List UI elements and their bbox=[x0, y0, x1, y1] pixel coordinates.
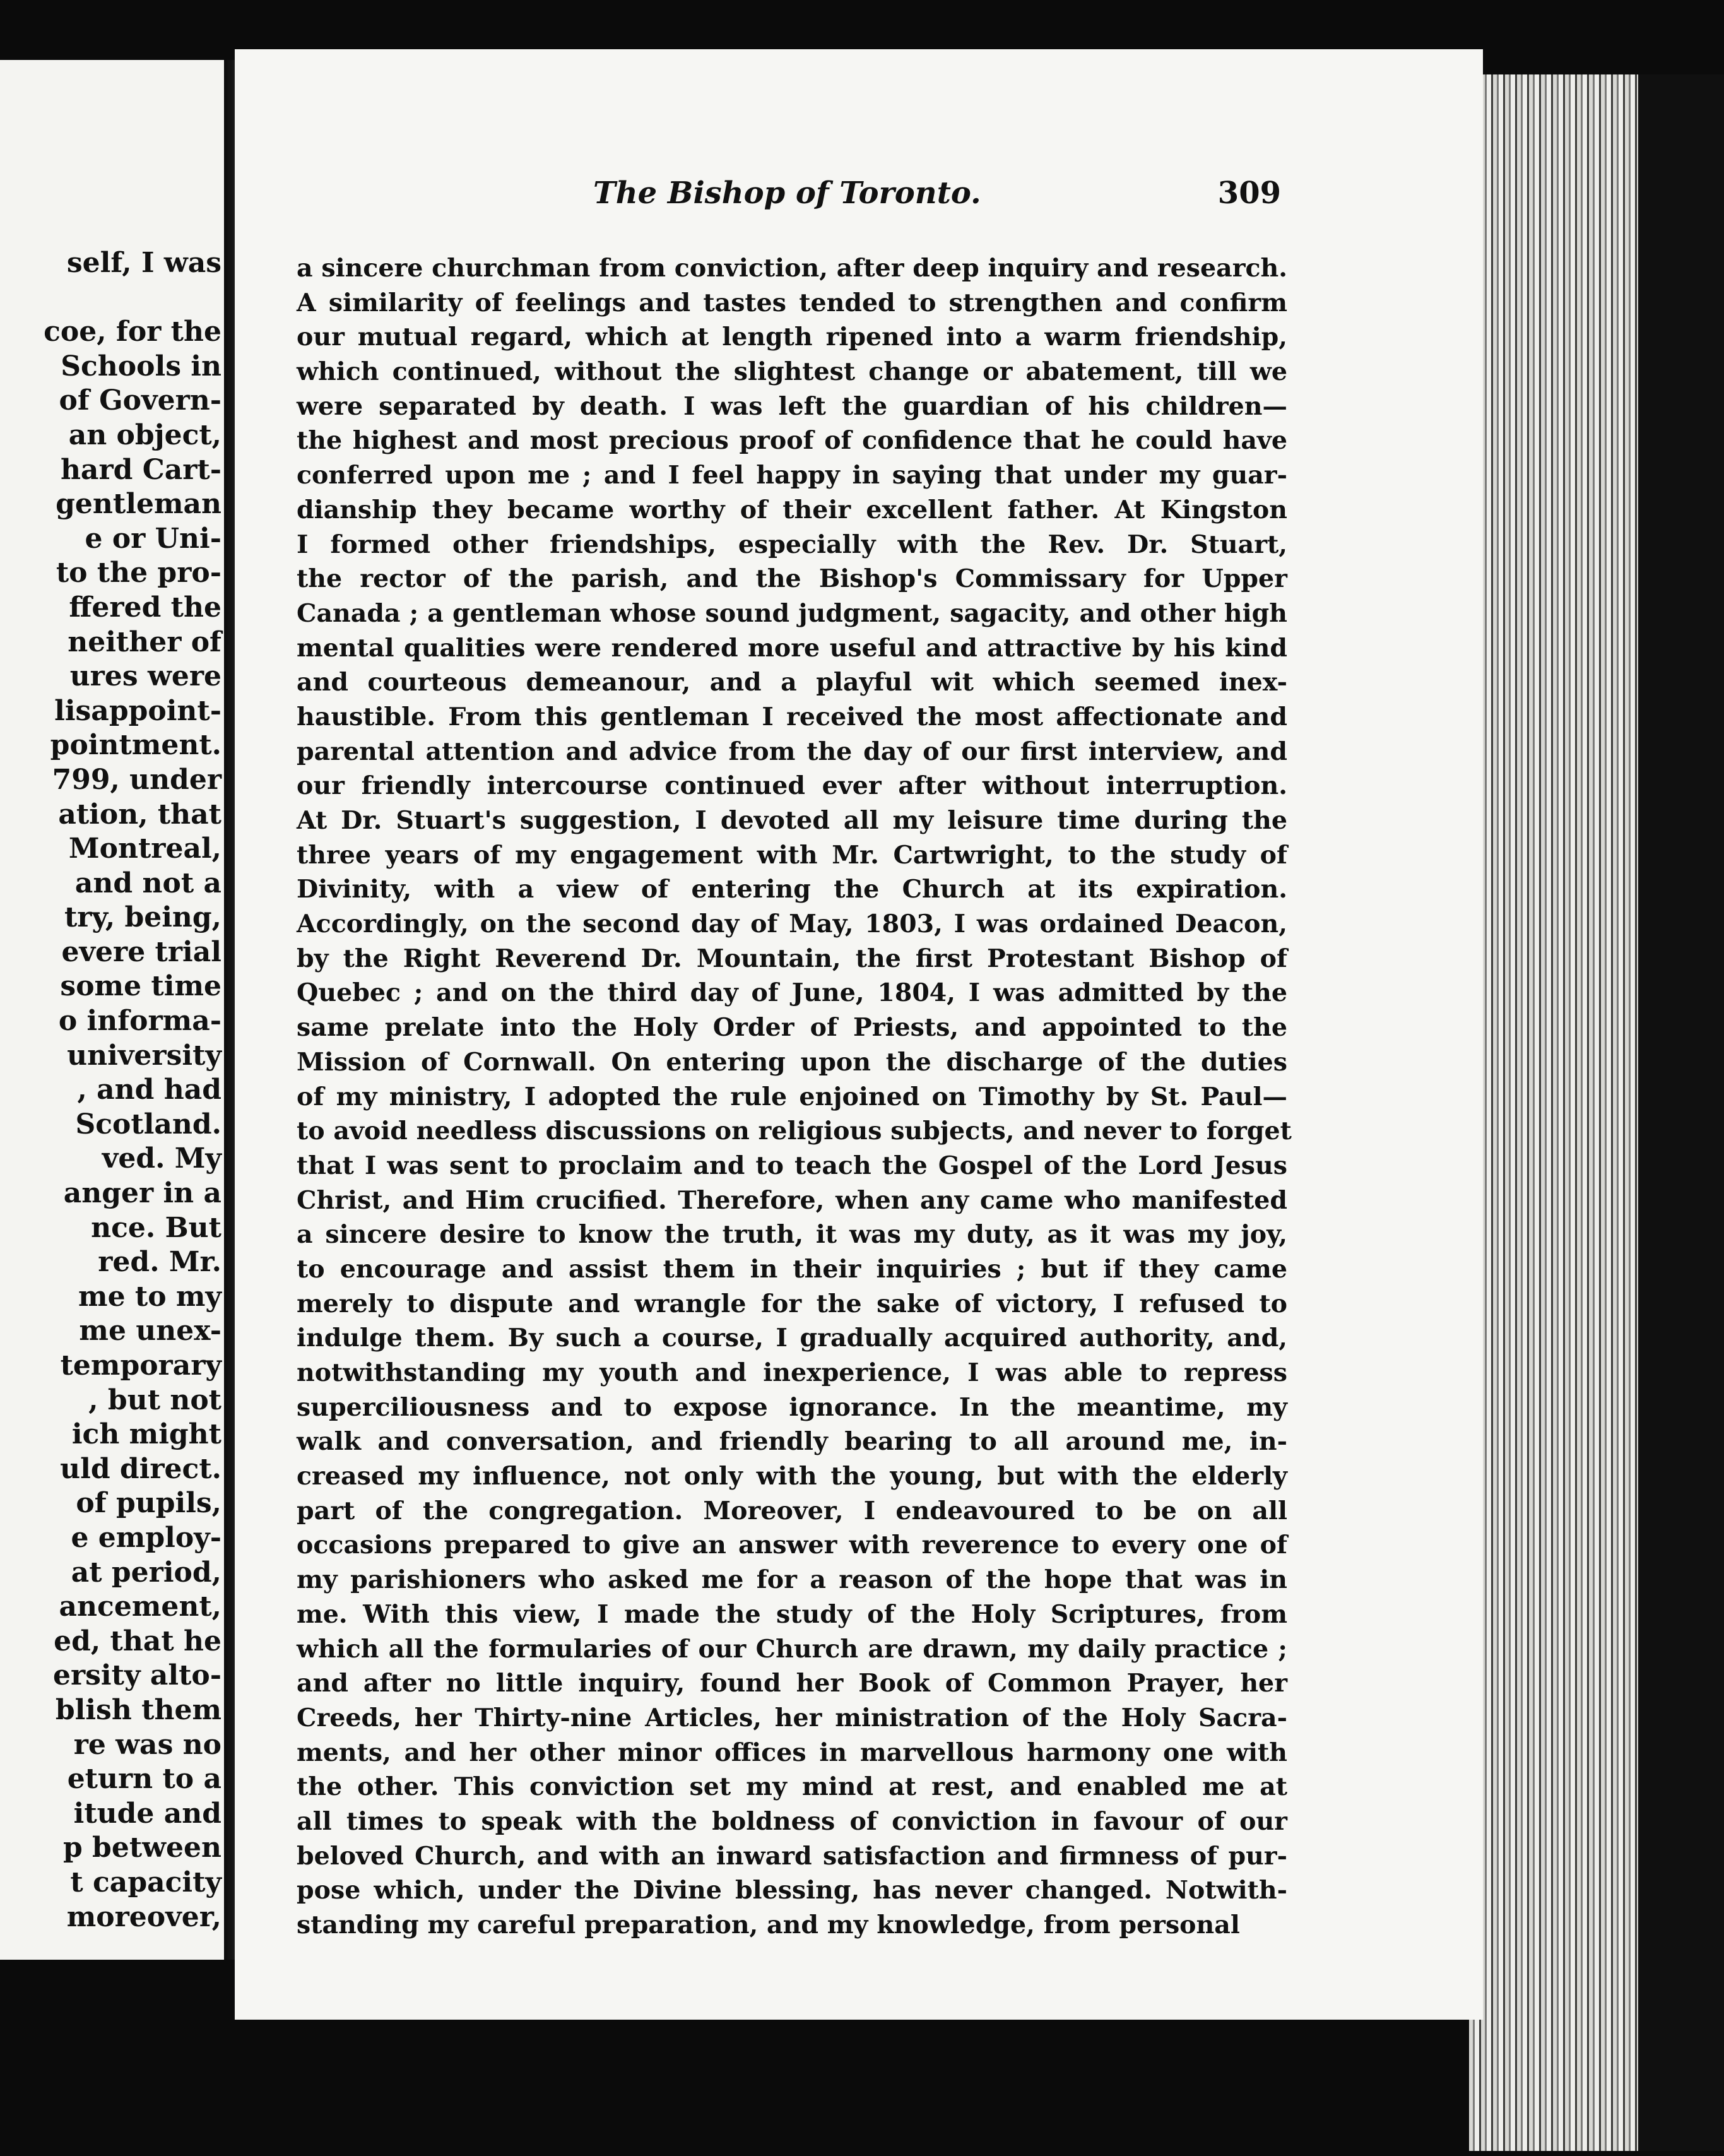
facing-page-line: ation, that bbox=[58, 798, 221, 831]
facing-page-line: Scotland. bbox=[75, 1108, 221, 1140]
text-line: Christ, and Him crucified. Therefore, when any came who manifested bbox=[297, 1185, 1287, 1215]
text-line: which all the formularies of our Church are drawn, my daily practice ; bbox=[297, 1634, 1287, 1664]
text-line: same prelate into the Holy Order of Priests, and appointed to the bbox=[297, 1013, 1287, 1043]
facing-page-line: t capacity bbox=[70, 1866, 221, 1898]
facing-page-line: to the pro- bbox=[56, 557, 221, 589]
text-line: part of the congregation. Moreover, I endeavoured to be on all bbox=[297, 1496, 1287, 1525]
facing-page-line: o informa- bbox=[58, 1005, 221, 1038]
text-line: conferred upon me ; and I feel happy in saying that under my guar- bbox=[297, 461, 1287, 490]
text-line: pose which, under the Divine blessing, has never changed. Notwith- bbox=[297, 1876, 1287, 1905]
facing-page-line: me unex- bbox=[79, 1315, 221, 1348]
text-line: A similarity of feelings and tastes tended to strengthen and confirm bbox=[297, 288, 1287, 317]
text-line: creased my influence, not only with the young, but with the elderly bbox=[297, 1462, 1287, 1491]
facing-page-line: an object, bbox=[68, 418, 221, 451]
text-line: were separated by death. I was left the guardian of his children— bbox=[297, 391, 1287, 421]
text-line: our friendly intercourse continued ever after without interruption. bbox=[297, 771, 1287, 801]
page-edges bbox=[1469, 74, 1639, 2151]
facing-page-line: blish them bbox=[55, 1693, 221, 1726]
text-line: notwithstanding my youth and inexperience, I was able to repress bbox=[297, 1358, 1287, 1387]
facing-page-line: pointment. bbox=[50, 729, 221, 762]
text-line: all times to speak with the boldness of conviction in favour of our bbox=[297, 1806, 1287, 1836]
text-line: Accordingly, on the second day of May, 1803, I was ordained Deacon, bbox=[297, 909, 1287, 939]
text-line: walk and conversation, and friendly bearing to all around me, in- bbox=[297, 1427, 1287, 1457]
text-line: my parishioners who asked me for a reason of the hope that was in bbox=[297, 1565, 1287, 1595]
text-line: the other. This conviction set my mind at rest, and enabled me at bbox=[297, 1772, 1287, 1802]
facing-page-line: evere trial bbox=[61, 935, 221, 968]
text-line: standing my careful preparation, and my knowledge, from personal bbox=[297, 1910, 1240, 1940]
facing-page-line: moreover, bbox=[66, 1900, 221, 1933]
facing-page-line: university bbox=[67, 1039, 221, 1072]
text-line: Mission of Cornwall. On entering upon the discharge of the duties bbox=[297, 1047, 1287, 1077]
facing-page-line: coe, for the bbox=[44, 316, 221, 348]
facing-page-line: me to my bbox=[78, 1280, 221, 1313]
text-line: that I was sent to proclaim and to teach the Gospel of the Lord Jesus bbox=[297, 1151, 1287, 1180]
text-line: by the Right Reverend Dr. Mountain, the first Protestant Bishop of bbox=[297, 944, 1287, 973]
facing-page-line: of Govern- bbox=[59, 384, 221, 417]
text-line: Creeds, her Thirty-nine Articles, her ministration of the Holy Sacra- bbox=[297, 1703, 1287, 1732]
facing-page-line: red. Mr. bbox=[98, 1246, 221, 1279]
text-line: to avoid needless discussions on religious subjects, and never to forget bbox=[297, 1116, 1292, 1146]
text-line: I formed other friendships, especially with the Rev. Dr. Stuart, bbox=[297, 530, 1287, 559]
running-title: The Bishop of Toronto. bbox=[593, 175, 981, 211]
text-line: to encourage and assist them in their inquiries ; but if they came bbox=[297, 1254, 1287, 1284]
text-line: a sincere churchman from conviction, after deep inquiry and research. bbox=[297, 254, 1288, 283]
facing-page-line: Montreal, bbox=[68, 832, 221, 865]
facing-page-line: and not a bbox=[74, 867, 221, 899]
facing-page-line: ich might bbox=[71, 1418, 221, 1451]
facing-page-line: ffered the bbox=[69, 591, 221, 624]
facing-page-line: ures were bbox=[69, 660, 221, 693]
text-line: beloved Church, and with an inward satisfaction and firmness of pur- bbox=[297, 1841, 1287, 1871]
facing-page-line: re was no bbox=[73, 1728, 221, 1761]
text-line: dianship they became worthy of their excellent father. At Kingston bbox=[297, 495, 1287, 524]
text-line: our mutual regard, which at length ripened into a warm friendship, bbox=[297, 323, 1287, 352]
facing-page-line: ersity alto- bbox=[52, 1659, 221, 1692]
facing-page-line: , and had bbox=[77, 1074, 221, 1106]
text-line: of my ministry, I adopted the rule enjoined on Timothy by St. Paul— bbox=[297, 1082, 1287, 1111]
facing-page-line: some time bbox=[60, 970, 221, 1003]
facing-page-line: hard Cart- bbox=[60, 453, 221, 486]
body-text bbox=[297, 251, 1292, 1943]
facing-page-text bbox=[0, 246, 221, 1934]
facing-page-line: ved. My bbox=[102, 1142, 221, 1175]
facing-page-line: e employ- bbox=[71, 1521, 221, 1554]
facing-page-line: neither of bbox=[68, 625, 221, 658]
facing-page-line: ed, that he bbox=[54, 1625, 221, 1657]
text-line: indulge them. By such a course, I gradually acquired authority, and, bbox=[297, 1324, 1287, 1353]
facing-page-line: at period, bbox=[71, 1556, 221, 1589]
facing-page-line: self, I was bbox=[66, 247, 221, 279]
text-line: Quebec ; and on the third day of June, 1804, I was admitted by the bbox=[297, 978, 1287, 1008]
facing-page-line: ancement, bbox=[59, 1590, 221, 1623]
text-line: ments, and her other minor offices in marvellous harmony one with bbox=[297, 1738, 1287, 1767]
text-line: the highest and most precious proof of confidence that he could have bbox=[297, 426, 1287, 456]
text-line: and courteous demeanour, and a playful wit which seemed inex- bbox=[297, 668, 1287, 697]
text-line: Canada ; a gentleman whose sound judgment, sagacity, and other high bbox=[297, 598, 1287, 628]
facing-page-left bbox=[0, 60, 224, 1960]
text-line: superciliousness and to expose ignorance. In the meantime, my bbox=[297, 1392, 1287, 1422]
facing-page-line: eturn to a bbox=[67, 1763, 221, 1796]
text-line: haustible. From this gentleman I received the most affectionate and bbox=[297, 702, 1287, 732]
facing-page-line: Schools in bbox=[61, 350, 221, 382]
facing-page-line: 799, under bbox=[52, 763, 221, 796]
facing-page-line: p between bbox=[62, 1832, 221, 1864]
facing-page-line: uld direct. bbox=[60, 1452, 221, 1485]
text-line: mental qualities were rendered more useful and attractive by his kind bbox=[297, 633, 1287, 663]
text-line: merely to dispute and wrangle for the sake of victory, I refused to bbox=[297, 1289, 1287, 1318]
facing-page-line: , but not bbox=[88, 1383, 221, 1416]
text-line: me. With this view, I made the study of the Holy Scriptures, from bbox=[297, 1599, 1287, 1629]
text-line: a sincere desire to know the truth, it was my duty, as it was my joy, bbox=[297, 1220, 1287, 1250]
facing-page-line: anger in a bbox=[63, 1177, 221, 1210]
facing-page-line: itude and bbox=[73, 1797, 221, 1830]
facing-page-line: nce. But bbox=[91, 1211, 221, 1244]
facing-page-line: e or Uni- bbox=[85, 522, 221, 555]
facing-page-line: lisappoint- bbox=[54, 694, 221, 727]
facing-page-line: try, being, bbox=[64, 901, 221, 934]
page-number: 309 bbox=[1217, 175, 1281, 211]
text-line: occasions prepared to give an answer with reverence to every one of bbox=[297, 1531, 1287, 1560]
facing-page-line: of pupils, bbox=[76, 1487, 221, 1520]
facing-page-line: temporary bbox=[60, 1349, 221, 1382]
text-line: Divinity, with a view of entering the Church at its expiration. bbox=[297, 875, 1287, 904]
running-header bbox=[593, 175, 1281, 220]
facing-page-line: gentleman bbox=[56, 488, 221, 521]
book-background bbox=[1638, 74, 1724, 2151]
text-line: At Dr. Stuart's suggestion, I devoted all my leisure time during the bbox=[297, 806, 1287, 835]
facing-page-line bbox=[0, 281, 221, 316]
text-line: three years of my engagement with Mr. Cartwright, to the study of bbox=[297, 840, 1287, 870]
text-line: parental attention and advice from the day of our first interview, and bbox=[297, 737, 1287, 766]
text-line: the rector of the parish, and the Bishop's Commissary for Upper bbox=[297, 564, 1287, 594]
text-line: which continued, without the slightest change or abatement, till we bbox=[297, 357, 1287, 387]
text-line: and after no little inquiry, found her Book of Common Prayer, her bbox=[297, 1669, 1287, 1698]
